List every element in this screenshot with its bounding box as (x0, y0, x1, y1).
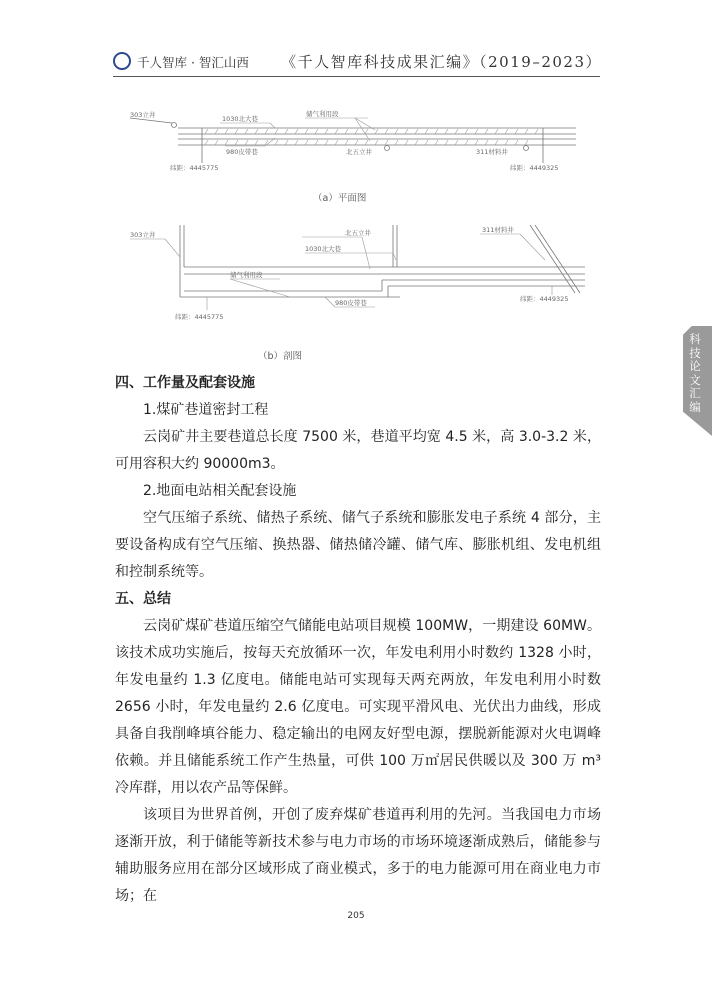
label-north5-shaft: 北五立井 (346, 148, 372, 156)
header-right-title: 《千人智库科技成果汇编》（2019–2023） (281, 53, 602, 71)
label-lat-right: 纬距：4449325 (520, 295, 569, 303)
figure-a-caption: （a）平面图 (313, 193, 367, 204)
subheading-2: 2.地面电站相关配套设施 (143, 483, 297, 499)
figure-b-caption: （b）剖图 (258, 351, 303, 362)
figure-a-plan-view (130, 108, 600, 188)
side-tab-label: 科技论文汇编 (689, 332, 701, 414)
page-number: 205 (347, 911, 365, 921)
subheading-1: 1.煤矿巷道密封工程 (143, 402, 269, 418)
label-303-shaft: 303立井 (130, 231, 156, 239)
label-980-lane: 980皮带巷 (226, 148, 258, 156)
label-lat-left: 纬距：4445775 (175, 313, 224, 321)
figure-b-section-view (130, 225, 600, 325)
label-311-shaft: 311材料井 (482, 226, 514, 234)
label-1030-lane: 1030北大巷 (305, 245, 342, 253)
section-heading-5: 五、总结 (115, 591, 171, 607)
label-303-shaft: 303立井 (130, 111, 156, 119)
paragraph: 空气压缩子系统、储热子系统、储气子系统和膨胀发电子系统 4 部分，主要设备构成有空气压缩、换热器、储热储冷罐、储气库、膨胀机组、发电机组和控制系统等。 (115, 510, 601, 580)
header-left-title: 千人智库 · 智汇山西 (137, 55, 249, 70)
paragraph: 云岗矿煤矿巷道压缩空气储能电站项目规模 100MW，一期建设 60MW。该技术成功实施后，按每天充放循环一次，年发电利用小时数约 1328 小时，年发电量约 1.3 亿度电。储能电站可实现每天两充两放，年发电利用小时数 2656 小时，年发电量约 2.6 亿度电。可实现平滑风电、光伏出力曲线，形成具备自我削峰填谷能力、稳定输出的电网友好型电源，摆脱新能源对火电调峰依赖。并且储能系统工作产生热量，可供 100 万㎡居民供暖以及 300 万 m³ 冷库群，用以农产品等保鲜。 (115, 618, 601, 796)
paragraph: 该项目为世界首例，开创了废弃煤矿巷道再利用的先河。当我国电力市场逐渐开放，利于储能等新技术参与电力市场的市场环境逐渐成熟后，储能参与辅助服务应用在部分区域形成了商业模式，多于的电力能源可用在商业电力市场；在 (115, 807, 601, 904)
logo (113, 52, 131, 70)
label-980-lane: 980皮带巷 (335, 299, 367, 307)
header-divider (113, 76, 600, 77)
label-north5-shaft: 北五立井 (345, 229, 371, 237)
label-storage-section: 储气利用段 (306, 110, 339, 118)
body-text (115, 370, 601, 910)
label-311-shaft: 311材料井 (476, 148, 508, 156)
label-lat-right: 纬距：4449325 (510, 164, 559, 172)
label-storage-section: 储气利用段 (230, 271, 263, 279)
label-lat-left: 纬距：4445775 (170, 164, 219, 172)
section-heading-4: 四、工作量及配套设施 (115, 375, 255, 391)
paragraph: 云岗矿井主要巷道总长度 7500 米，巷道平均宽 4.5 米，高 3.0-3.2 米，可用容积大约 90000m3。 (115, 429, 601, 472)
label-1030-lane: 1030北大巷 (222, 115, 259, 123)
